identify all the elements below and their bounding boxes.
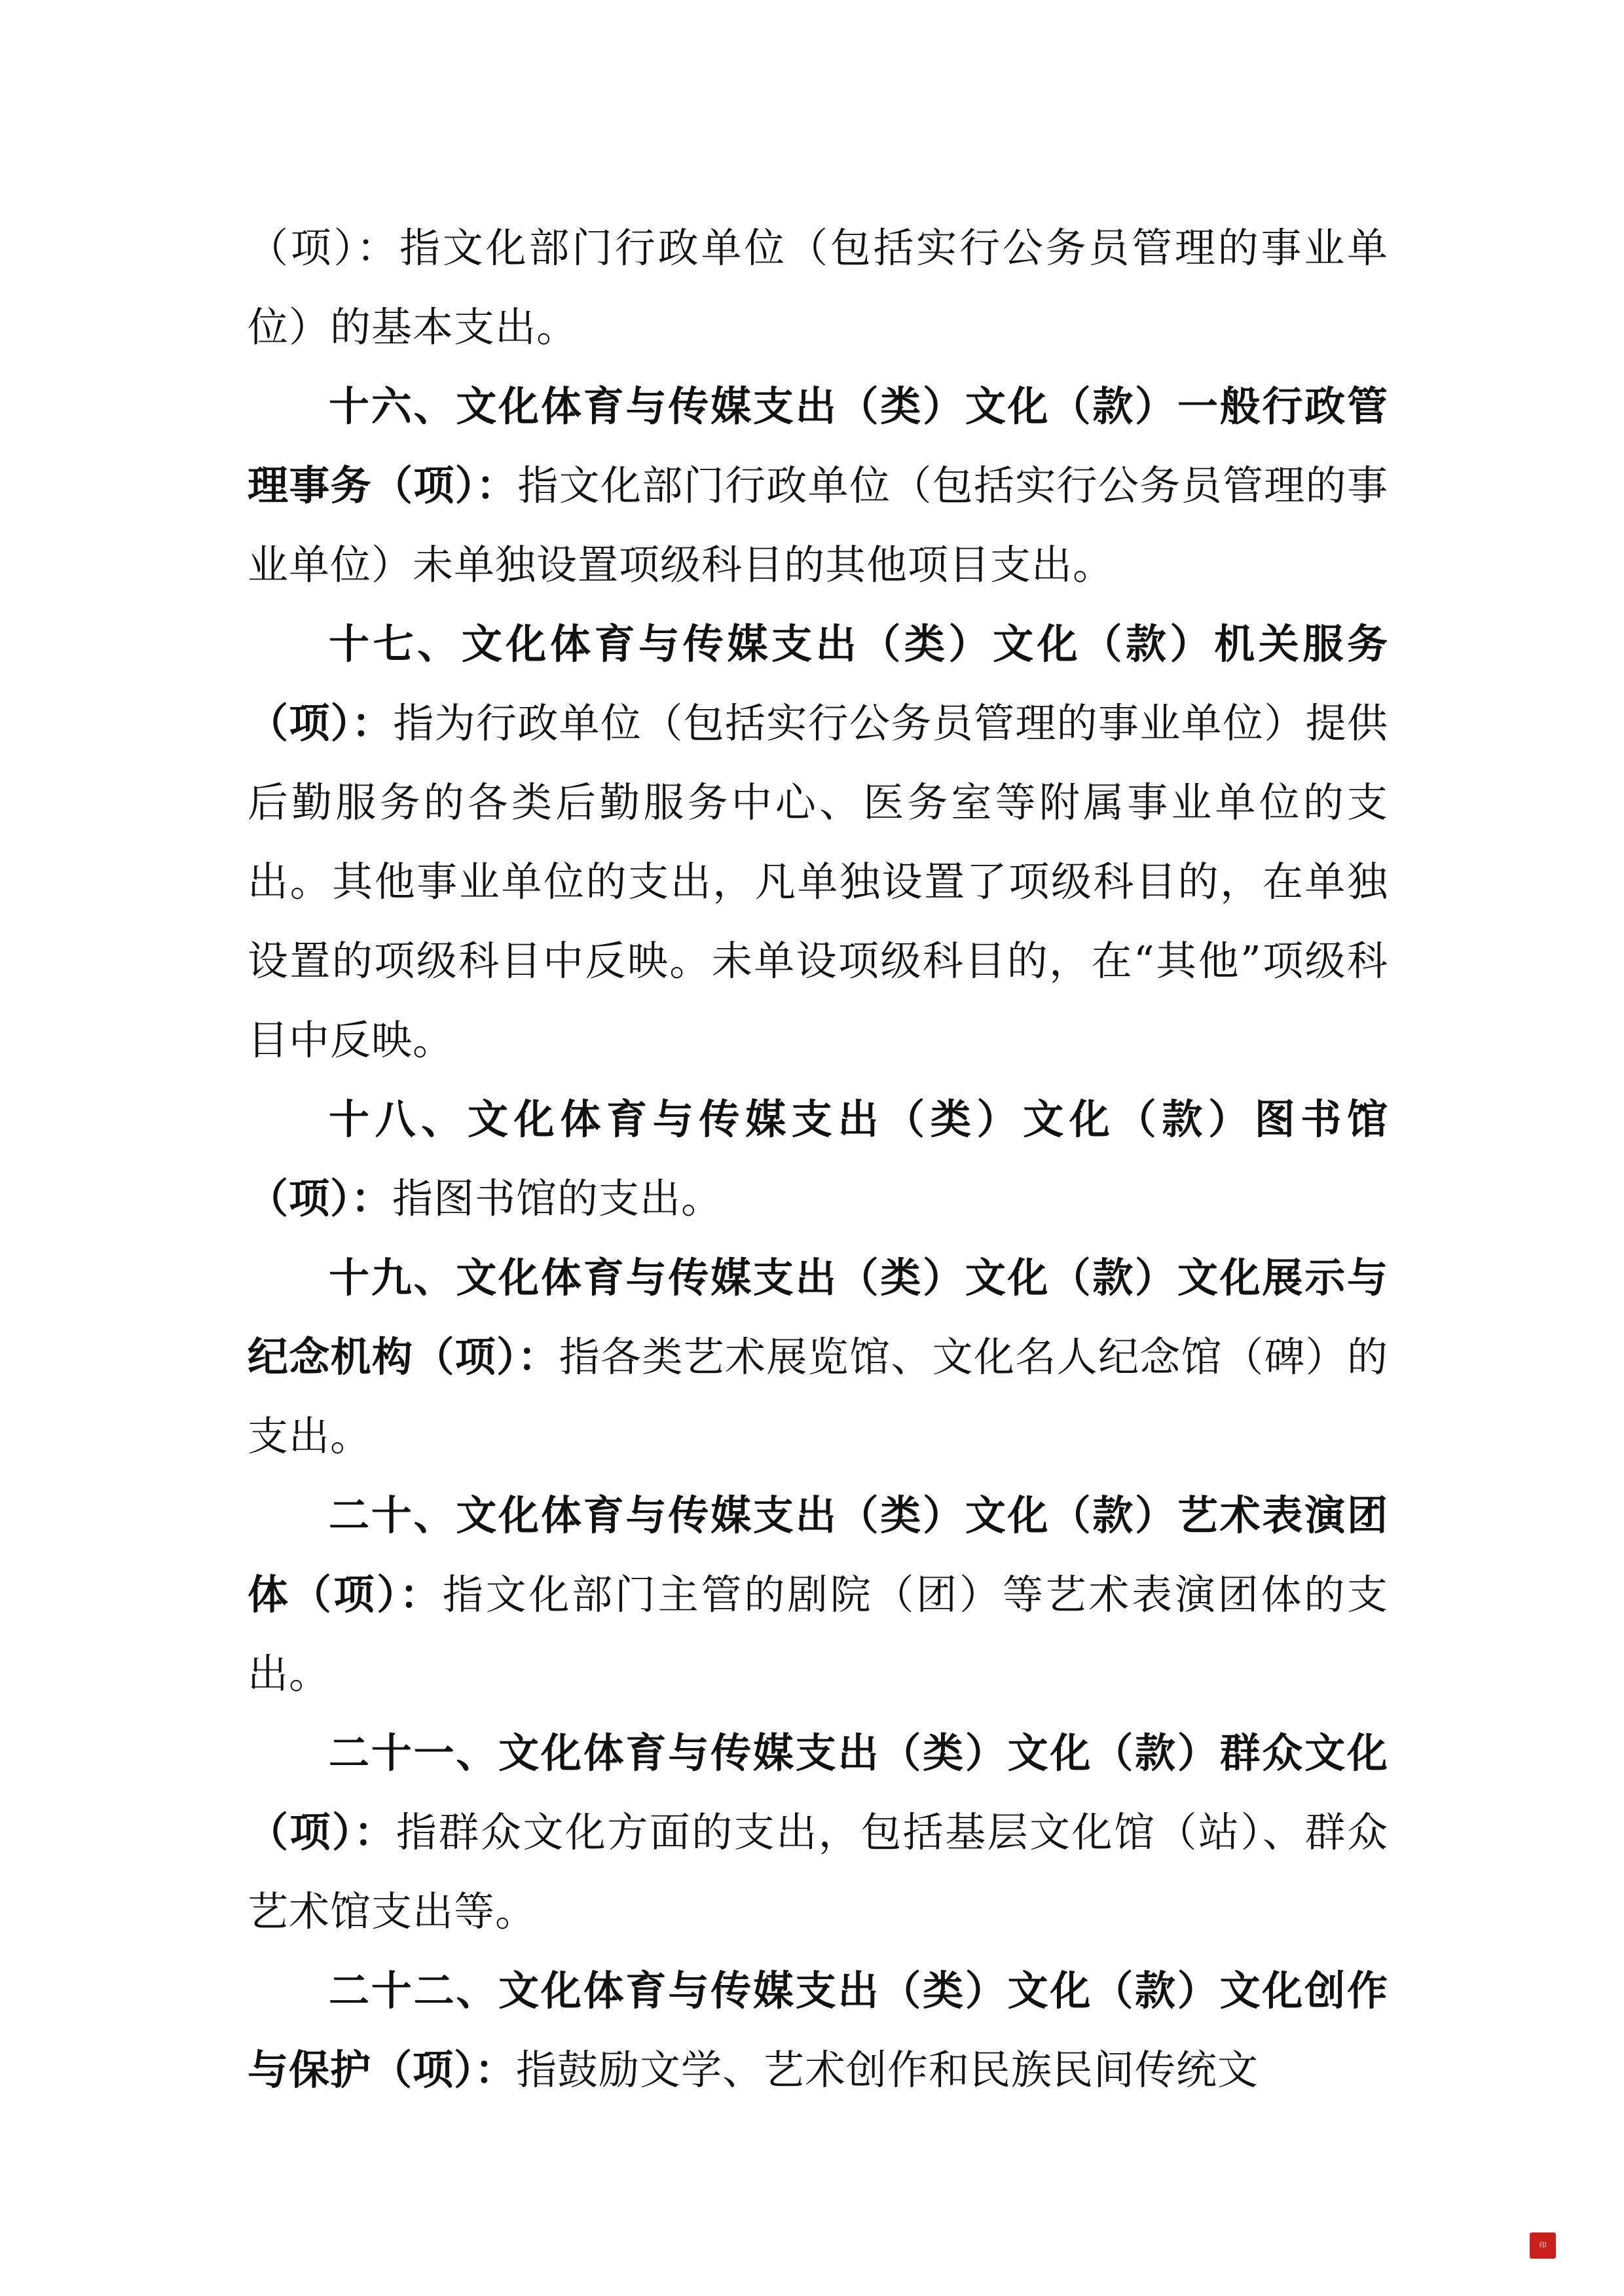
paragraph-text: 指各类艺术展览馆、文化名人纪念馆（碑）的支出。 — [248, 1333, 1388, 1460]
paragraph-heading: 十八、文化体育与传媒支出（类）文化（款）图书馆（项）： — [248, 1095, 1388, 1222]
paragraph-text: 指为行政单位（包括实行公务员管理的事业单位）提供后勤服务的各类后勤服务中心、医务室等附属事业单位的支出。其他事业单位的支出，凡单独设置了项级科目的，在单独设置的项级科目中反映。未单设项级科目的，在“其他”项级科目中反映。 — [248, 699, 1388, 1064]
paragraph-text: 指图书馆的支出。 — [392, 1175, 723, 1222]
paragraph-heading: 十九、文化体育与传媒支出（类）文化（款）文化展示与纪念机构（项）： — [248, 1254, 1388, 1381]
paragraph-heading: 二十一、文化体育与传媒支出（类）文化（款）群众文化（项）： — [248, 1729, 1388, 1856]
paragraph-continuation — [248, 208, 1388, 367]
paragraph-text: 指文化部门行政单位（包括实行公务员管理的事业单位）未单独设置项级科目的其他项目支出。 — [248, 462, 1388, 589]
paragraph-item-16 — [248, 367, 1388, 604]
paragraph-heading: 十七、文化体育与传媒支出（类）文化（款）机关服务（项）： — [248, 620, 1388, 747]
paragraph-heading: 二十、文化体育与传媒支出（类）文化（款）艺术表演团体（项）： — [248, 1491, 1388, 1618]
paragraph-item-17 — [248, 604, 1388, 1080]
paragraph-item-21 — [248, 1713, 1388, 1951]
paragraph-item-22 — [248, 1951, 1388, 2109]
paragraph-text: 指群众文化方面的支出，包括基层文化馆（站）、群众艺术馆支出等。 — [248, 1808, 1388, 1935]
paragraph-text: （项）：指文化部门行政单位（包括实行公务员管理的事业单位）的基本支出。 — [248, 224, 1388, 351]
document-body — [248, 208, 1388, 2109]
paragraph-heading: 十六、文化体育与传媒支出（类）文化（款）一般行政管理事务（项）： — [248, 382, 1388, 509]
paragraph-item-19 — [248, 1238, 1388, 1476]
paragraph-text: 指文化部门主管的剧院（团）等艺术表演团体的支出。 — [248, 1571, 1388, 1698]
red-seal-stamp — [1530, 2232, 1556, 2259]
seal-text: 印 — [1539, 2241, 1547, 2250]
paragraph-heading: 二十二、文化体育与传媒支出（类）文化（款）文化创作与保护（项）： — [248, 1967, 1388, 2094]
paragraph-item-20 — [248, 1476, 1388, 1713]
paragraph-item-18 — [248, 1080, 1388, 1238]
paragraph-text: 指鼓励文学、艺术创作和民族民间传统文 — [516, 2046, 1259, 2094]
